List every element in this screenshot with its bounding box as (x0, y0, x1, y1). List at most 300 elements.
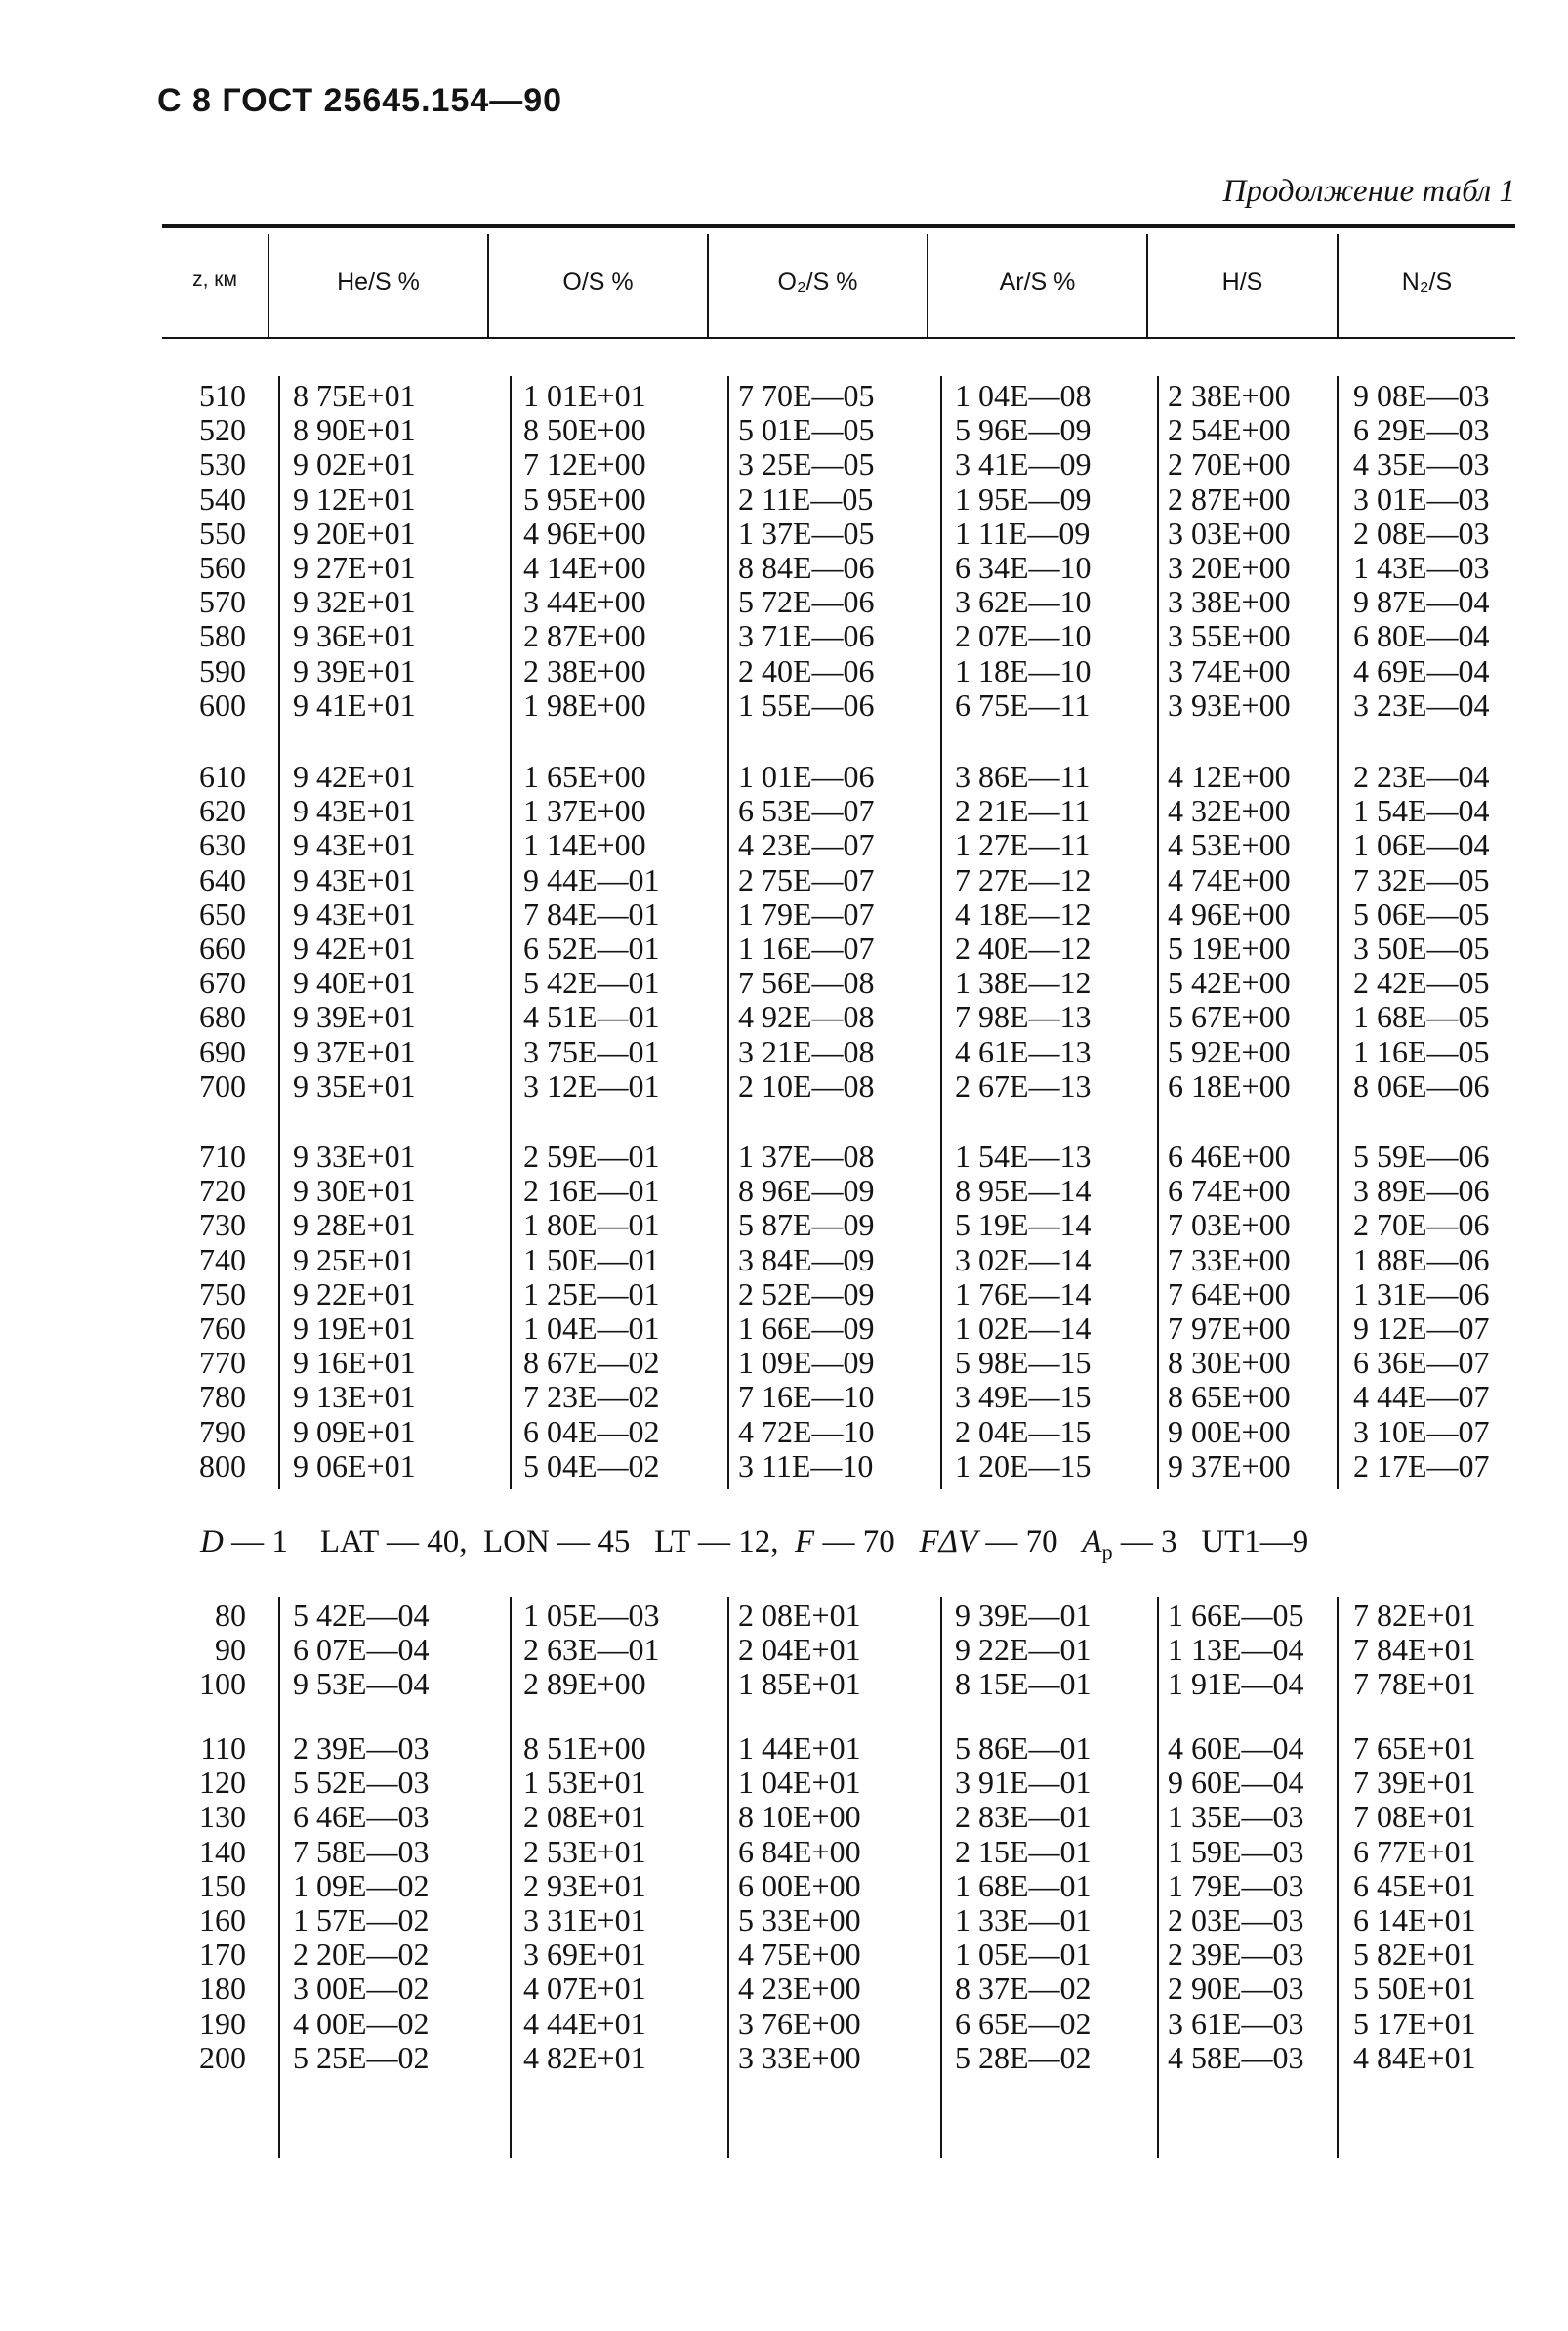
value-cell-o: 5 04E—02 (523, 1447, 660, 1483)
value-cell-he: 9 53E—04 (293, 1666, 430, 1702)
value-cell-h: 3 61E—03 (1168, 2005, 1304, 2041)
value-cell-o: 1 50E—01 (523, 1241, 660, 1277)
value-cell-o2: 3 33E+00 (738, 2039, 861, 2075)
value-cell-h: 9 00E+00 (1168, 1413, 1291, 1449)
value-cell-n2: 1 54E—04 (1353, 793, 1490, 829)
value-cell-o: 4 82E+01 (523, 2039, 646, 2075)
column-header-o2: O₂/S % (777, 269, 858, 296)
value-cell-n2: 4 69E—04 (1353, 652, 1490, 688)
value-cell-h: 3 55E+00 (1168, 618, 1291, 654)
value-cell-h: 3 38E+00 (1168, 584, 1291, 620)
value-cell-o: 2 08E+01 (523, 1799, 646, 1835)
value-cell-n2: 7 32E—05 (1353, 861, 1490, 897)
value-cell-o2: 1 37E—05 (738, 515, 875, 551)
value-cell-ar: 5 98E—15 (955, 1345, 1092, 1381)
column-header-he: He/S % (337, 269, 420, 296)
value-cell-n2: 1 31E—06 (1353, 1275, 1490, 1311)
value-cell-he: 9 39E+01 (293, 652, 416, 688)
altitude-cell: 790 (199, 1413, 246, 1449)
lt-value: LT — 12, (654, 1524, 779, 1560)
altitude-cell: 760 (199, 1311, 246, 1346)
value-cell-he: 1 09E—02 (293, 1867, 430, 1903)
value-cell-o: 6 04E—02 (523, 1413, 660, 1449)
value-cell-n2: 2 23E—04 (1353, 759, 1490, 794)
value-cell-ar: 1 33E—01 (955, 1902, 1092, 1937)
value-cell-o: 1 04E—01 (523, 1311, 660, 1346)
value-cell-ar: 1 76E—14 (955, 1275, 1092, 1311)
value-cell-h: 8 65E+00 (1168, 1379, 1291, 1415)
value-cell-n2: 3 89E—06 (1353, 1173, 1490, 1209)
column-header-ar: Ar/S % (999, 269, 1076, 296)
column-header-h: H/S (1221, 269, 1263, 296)
value-cell-o: 1 80E—01 (523, 1207, 660, 1243)
value-cell-ar: 3 62E—10 (955, 584, 1092, 620)
altitude-cell: 750 (199, 1275, 246, 1311)
value-cell-o: 4 14E+00 (523, 550, 646, 585)
column-divider (1157, 1597, 1159, 2158)
value-cell-he: 9 13E+01 (293, 1379, 416, 1415)
value-cell-n2: 6 77E+01 (1353, 1833, 1476, 1869)
value-cell-ar: 2 67E—13 (955, 1067, 1092, 1103)
value-cell-ar: 3 91E—01 (955, 1765, 1092, 1801)
ap-value: — 3 (1120, 1524, 1177, 1560)
value-cell-h: 4 60E—04 (1168, 1730, 1304, 1766)
value-cell-n2: 6 80E—04 (1353, 618, 1490, 654)
value-cell-ar: 1 04E—08 (955, 378, 1092, 413)
value-cell-o: 4 44E+01 (523, 2005, 646, 2041)
value-cell-h: 4 12E+00 (1168, 759, 1291, 794)
value-cell-he: 9 42E+01 (293, 931, 416, 966)
value-cell-he: 5 25E—02 (293, 2039, 430, 2075)
value-cell-h: 6 46E+00 (1168, 1139, 1291, 1174)
value-cell-o: 6 52E—01 (523, 931, 660, 966)
altitude-cell: 780 (199, 1379, 246, 1415)
value-cell-ar: 1 95E—09 (955, 480, 1092, 517)
value-cell-o2: 5 72E—06 (738, 584, 875, 620)
value-cell-he: 2 39E—03 (293, 1730, 430, 1766)
value-cell-n2: 1 88E—06 (1353, 1241, 1490, 1277)
value-cell-he: 7 58E—03 (293, 1833, 430, 1869)
value-cell-he: 6 07E—04 (293, 1632, 430, 1668)
value-cell-o2: 6 84E+00 (738, 1833, 861, 1869)
d-value: — 1 (231, 1524, 288, 1560)
value-cell-he: 9 39E+01 (293, 999, 416, 1035)
value-cell-ar: 1 05E—01 (955, 1936, 1092, 1973)
value-cell-h: 2 38E+00 (1168, 378, 1291, 413)
value-cell-o: 3 12E—01 (523, 1067, 660, 1103)
value-cell-h: 9 60E—04 (1168, 1765, 1304, 1801)
table-header-rule (162, 337, 1515, 339)
value-cell-ar: 4 61E—13 (955, 1033, 1092, 1069)
value-cell-o: 1 25E—01 (523, 1275, 660, 1311)
value-cell-n2: 1 68E—05 (1353, 999, 1490, 1035)
value-cell-he: 9 41E+01 (293, 687, 416, 723)
value-cell-o: 2 89E+00 (523, 1666, 646, 1702)
value-cell-h: 2 54E+00 (1168, 412, 1291, 448)
value-cell-he: 9 32E+01 (293, 584, 416, 620)
value-cell-h: 4 53E+00 (1168, 827, 1291, 863)
value-cell-n2: 6 29E—03 (1353, 412, 1490, 448)
value-cell-ar: 1 02E—14 (955, 1311, 1092, 1346)
value-cell-he: 2 20E—02 (293, 1936, 430, 1973)
value-cell-o2: 1 09E—09 (738, 1345, 875, 1381)
value-cell-he: 9 19E+01 (293, 1311, 416, 1346)
value-cell-o: 1 05E—03 (523, 1598, 660, 1633)
value-cell-o2: 2 75E—07 (738, 861, 875, 897)
value-cell-he: 9 25E+01 (293, 1241, 416, 1277)
column-divider (727, 376, 729, 1489)
altitude-cell: 130 (199, 1799, 246, 1835)
altitude-cell: 680 (199, 999, 246, 1035)
value-cell-ar: 2 21E—11 (955, 793, 1091, 829)
value-cell-o2: 6 00E+00 (738, 1867, 861, 1903)
column-divider (1337, 1597, 1339, 2158)
value-cell-h: 5 42E+00 (1168, 965, 1291, 1001)
value-cell-h: 3 03E+00 (1168, 515, 1291, 551)
column-divider (1337, 376, 1339, 1489)
value-cell-he: 9 43E+01 (293, 861, 416, 897)
value-cell-o: 2 63E—01 (523, 1632, 660, 1668)
value-cell-o2: 2 40E—06 (738, 652, 875, 688)
value-cell-he: 9 12E+01 (293, 480, 416, 517)
value-cell-n2: 5 06E—05 (1353, 895, 1490, 932)
altitude-cell: 170 (199, 1936, 246, 1973)
value-cell-he: 9 37E+01 (293, 1033, 416, 1069)
value-cell-h: 7 33E+00 (1168, 1241, 1291, 1277)
value-cell-o2: 4 23E+00 (738, 1971, 861, 2007)
value-cell-o2: 4 92E—08 (738, 999, 875, 1035)
altitude-cell: 110 (200, 1730, 246, 1766)
value-cell-o: 1 98E+00 (523, 687, 646, 723)
value-cell-o: 9 44E—01 (523, 861, 660, 897)
value-cell-he: 9 43E+01 (293, 895, 416, 932)
value-cell-n2: 9 12E—07 (1353, 1311, 1490, 1346)
value-cell-h: 1 66E—05 (1168, 1598, 1304, 1633)
value-cell-n2: 3 50E—05 (1353, 931, 1490, 966)
value-cell-o2: 7 16E—10 (738, 1379, 875, 1415)
value-cell-he: 9 30E+01 (293, 1173, 416, 1209)
value-cell-n2: 7 78E+01 (1353, 1666, 1476, 1702)
value-cell-o2: 4 72E—10 (738, 1413, 875, 1449)
altitude-cell: 540 (199, 480, 246, 517)
value-cell-o2: 3 76E+00 (738, 2005, 861, 2041)
value-cell-he: 9 33E+01 (293, 1139, 416, 1174)
value-cell-ar: 7 27E—12 (955, 861, 1092, 897)
value-cell-o: 3 69E+01 (523, 1936, 646, 1973)
altitude-cell: 80 (215, 1598, 246, 1633)
value-cell-ar: 1 20E—15 (955, 1447, 1092, 1483)
value-cell-h: 2 03E—03 (1168, 1902, 1304, 1937)
value-cell-n2: 3 23E—04 (1353, 687, 1490, 723)
value-cell-n2: 2 70E—06 (1353, 1207, 1490, 1243)
value-cell-n2: 6 14E+01 (1353, 1902, 1476, 1937)
table-caption: Продолжение табл 1 (1222, 174, 1515, 209)
value-cell-n2: 1 06E—04 (1353, 827, 1490, 863)
value-cell-h: 6 18E+00 (1168, 1067, 1291, 1103)
value-cell-o: 2 53E+01 (523, 1833, 646, 1869)
value-cell-o2: 6 53E—07 (738, 793, 875, 829)
value-cell-o2: 2 11E—05 (738, 480, 874, 517)
column-divider (278, 376, 280, 1489)
altitude-cell: 550 (199, 515, 246, 551)
value-cell-h: 1 13E—04 (1168, 1632, 1304, 1668)
value-cell-n2: 1 16E—05 (1353, 1033, 1490, 1069)
value-cell-o: 4 96E+00 (523, 515, 646, 551)
value-cell-h: 2 90E—03 (1168, 1971, 1304, 2007)
value-cell-ar: 1 38E—12 (955, 965, 1092, 1001)
altitude-cell: 140 (199, 1833, 246, 1869)
value-cell-h: 4 96E+00 (1168, 895, 1291, 932)
value-cell-o2: 1 04E+01 (738, 1765, 861, 1801)
value-cell-ar: 2 40E—12 (955, 931, 1092, 966)
value-cell-ar: 3 49E—15 (955, 1379, 1092, 1415)
value-cell-ar: 3 02E—14 (955, 1241, 1092, 1277)
value-cell-o: 7 84E—01 (523, 895, 660, 932)
altitude-cell: 630 (199, 827, 246, 863)
lat-value: LAT — 40, (319, 1524, 468, 1560)
value-cell-h: 5 19E+00 (1168, 931, 1291, 966)
value-cell-ar: 9 22E—01 (955, 1632, 1092, 1668)
value-cell-o2: 1 55E—06 (738, 687, 875, 723)
value-cell-he: 9 28E+01 (293, 1207, 416, 1243)
value-cell-h: 1 79E—03 (1168, 1867, 1304, 1903)
value-cell-he: 9 40E+01 (293, 965, 416, 1001)
value-cell-n2: 9 08E—03 (1353, 378, 1490, 413)
value-cell-o2: 3 21E—08 (738, 1033, 875, 1069)
value-cell-o: 8 67E—02 (523, 1345, 660, 1381)
column-divider (727, 1597, 729, 2158)
value-cell-he: 9 27E+01 (293, 550, 416, 585)
value-cell-he: 9 43E+01 (293, 793, 416, 829)
altitude-cell: 100 (199, 1666, 246, 1702)
altitude-cell: 600 (199, 687, 246, 723)
value-cell-n2: 7 84E+01 (1353, 1632, 1476, 1668)
value-cell-o: 1 14E+00 (523, 827, 646, 863)
value-cell-he: 9 42E+01 (293, 759, 416, 794)
value-cell-ar: 7 98E—13 (955, 999, 1092, 1035)
value-cell-o2: 7 56E—08 (738, 965, 875, 1001)
value-cell-o2: 3 71E—06 (738, 618, 875, 654)
value-cell-ar: 1 27E—11 (955, 827, 1091, 863)
altitude-cell: 190 (199, 2005, 246, 2041)
value-cell-he: 5 42E—04 (293, 1598, 430, 1633)
value-cell-h: 1 35E—03 (1168, 1799, 1304, 1835)
value-cell-o2: 7 70E—05 (738, 378, 875, 413)
value-cell-o2: 8 84E—06 (738, 550, 875, 585)
table-top-rule (162, 224, 1515, 228)
value-cell-o2: 2 08E+01 (738, 1598, 861, 1633)
value-cell-o2: 5 33E+00 (738, 1902, 861, 1937)
value-cell-ar: 8 37E—02 (955, 1971, 1092, 2007)
value-cell-he: 9 09E+01 (293, 1413, 416, 1449)
altitude-cell: 700 (199, 1067, 246, 1103)
value-cell-h: 8 30E+00 (1168, 1345, 1291, 1381)
d-label: D (200, 1524, 224, 1560)
lon-value: LON — 45 (483, 1524, 631, 1560)
value-cell-o2: 1 01E—06 (738, 759, 875, 794)
column-divider (510, 1597, 512, 2158)
altitude-cell: 120 (199, 1765, 246, 1801)
value-cell-ar: 1 68E—01 (955, 1867, 1092, 1903)
value-cell-o: 7 12E+00 (523, 446, 646, 482)
value-cell-ar: 9 39E—01 (955, 1598, 1092, 1633)
value-cell-o: 5 42E—01 (523, 965, 660, 1001)
value-cell-he: 6 46E—03 (293, 1799, 430, 1835)
value-cell-n2: 2 17E—07 (1353, 1447, 1490, 1483)
value-cell-h: 2 87E+00 (1168, 480, 1291, 517)
conditions-line (200, 1524, 1308, 1565)
value-cell-h: 5 67E+00 (1168, 999, 1291, 1035)
value-cell-n2: 2 42E—05 (1353, 965, 1490, 1001)
value-cell-he: 9 43E+01 (293, 827, 416, 863)
value-cell-o: 2 93E+01 (523, 1867, 646, 1903)
value-cell-o2: 1 44E+01 (738, 1730, 861, 1766)
altitude-cell: 690 (199, 1033, 246, 1069)
altitude-cell: 180 (199, 1971, 246, 2007)
value-cell-he: 5 52E—03 (293, 1765, 430, 1801)
value-cell-ar: 2 83E—01 (955, 1799, 1092, 1835)
value-cell-ar: 5 19E—14 (955, 1207, 1092, 1243)
column-header-z: z, км (192, 269, 237, 291)
value-cell-o: 7 23E—02 (523, 1379, 660, 1415)
value-cell-h: 1 91E—04 (1168, 1666, 1304, 1702)
value-cell-ar: 2 15E—01 (955, 1833, 1092, 1869)
value-cell-h: 3 74E+00 (1168, 652, 1291, 688)
value-cell-o2: 1 66E—09 (738, 1311, 875, 1346)
value-cell-o: 1 65E+00 (523, 759, 646, 794)
value-cell-o2: 8 10E+00 (738, 1799, 861, 1835)
value-cell-h: 3 93E+00 (1168, 687, 1291, 723)
value-cell-ar: 6 75E—11 (955, 687, 1091, 723)
value-cell-n2: 6 45E+01 (1353, 1867, 1476, 1903)
value-cell-o2: 1 85E+01 (738, 1666, 861, 1702)
value-cell-ar: 1 11E—09 (955, 515, 1091, 551)
altitude-cell: 800 (199, 1447, 246, 1483)
value-cell-o: 2 38E+00 (523, 652, 646, 688)
value-cell-he: 9 20E+01 (293, 515, 416, 551)
value-cell-o2: 4 75E+00 (738, 1936, 861, 1973)
value-cell-he: 3 00E—02 (293, 1971, 430, 2007)
value-cell-o2: 2 04E+01 (738, 1632, 861, 1668)
value-cell-o: 3 31E+01 (523, 1902, 646, 1937)
altitude-cell: 640 (199, 861, 246, 897)
value-cell-ar: 2 04E—15 (955, 1413, 1092, 1449)
value-cell-o2: 2 10E—08 (738, 1067, 875, 1103)
value-cell-ar: 5 86E—01 (955, 1730, 1092, 1766)
column-header-o: O/S % (562, 269, 634, 296)
value-cell-o: 3 44E+00 (523, 584, 646, 620)
altitude-cell: 740 (199, 1241, 246, 1277)
value-cell-ar: 8 95E—14 (955, 1173, 1092, 1209)
fav-value: — 70 (985, 1524, 1058, 1560)
value-cell-he: 9 22E+01 (293, 1275, 416, 1311)
value-cell-o: 2 16E—01 (523, 1173, 660, 1209)
altitude-cell: 730 (199, 1207, 246, 1243)
value-cell-h: 6 74E+00 (1168, 1173, 1291, 1209)
altitude-cell: 200 (199, 2039, 246, 2075)
value-cell-h: 7 64E+00 (1168, 1275, 1291, 1311)
value-cell-o: 5 95E+00 (523, 480, 646, 517)
altitude-cell: 560 (199, 550, 246, 585)
value-cell-n2: 5 17E+01 (1353, 2005, 1476, 2041)
value-cell-h: 4 58E—03 (1168, 2039, 1304, 2075)
value-cell-o2: 2 52E—09 (738, 1275, 875, 1311)
value-cell-ar: 6 34E—10 (955, 550, 1092, 585)
fav-label: FΔV (919, 1524, 978, 1560)
value-cell-ar: 6 65E—02 (955, 2005, 1092, 2041)
value-cell-n2: 4 44E—07 (1353, 1379, 1490, 1415)
value-cell-ar: 2 07E—10 (955, 618, 1092, 654)
value-cell-o2: 4 23E—07 (738, 827, 875, 863)
value-cell-n2: 2 08E—03 (1353, 515, 1490, 551)
value-cell-o2: 1 37E—08 (738, 1139, 875, 1174)
value-cell-o: 8 50E+00 (523, 412, 646, 448)
altitude-cell: 610 (199, 759, 246, 794)
value-cell-o2: 1 16E—07 (738, 931, 875, 966)
value-cell-h: 4 74E+00 (1168, 861, 1291, 897)
altitude-cell: 90 (215, 1632, 246, 1668)
altitude-cell: 720 (199, 1173, 246, 1209)
value-cell-ar: 4 18E—12 (955, 895, 1092, 932)
column-header-n2: N₂/S (1401, 269, 1453, 296)
altitude-cell: 160 (199, 1902, 246, 1937)
value-cell-n2: 3 01E—03 (1353, 480, 1490, 517)
value-cell-ar: 8 15E—01 (955, 1666, 1092, 1702)
altitude-cell: 670 (199, 965, 246, 1001)
value-cell-h: 7 97E+00 (1168, 1311, 1291, 1346)
value-cell-o: 4 51E—01 (523, 999, 660, 1035)
column-divider (940, 1597, 942, 2158)
value-cell-ar: 5 28E—02 (955, 2039, 1092, 2075)
altitude-cell: 150 (199, 1867, 246, 1903)
value-cell-n2: 3 10E—07 (1353, 1413, 1490, 1449)
altitude-cell: 580 (199, 618, 246, 654)
value-cell-n2: 5 82E+01 (1353, 1936, 1476, 1973)
value-cell-h: 4 32E+00 (1168, 793, 1291, 829)
value-cell-n2: 1 43E—03 (1353, 550, 1490, 585)
value-cell-he: 9 02E+01 (293, 446, 416, 482)
value-cell-n2: 7 82E+01 (1353, 1598, 1476, 1633)
value-cell-o: 1 37E+00 (523, 793, 646, 829)
value-cell-n2: 9 87E—04 (1353, 584, 1490, 620)
value-cell-h: 3 20E+00 (1168, 550, 1291, 585)
value-cell-he: 8 90E+01 (293, 412, 416, 448)
ap-label: A (1082, 1524, 1102, 1560)
value-cell-n2: 5 59E—06 (1353, 1139, 1490, 1174)
altitude-cell: 510 (199, 378, 246, 413)
column-divider (278, 1597, 280, 2158)
f-label: F (795, 1524, 815, 1560)
value-cell-h: 2 70E+00 (1168, 446, 1291, 482)
value-cell-o2: 3 11E—10 (738, 1447, 874, 1483)
altitude-cell: 660 (199, 931, 246, 966)
value-cell-h: 9 37E+00 (1168, 1447, 1291, 1483)
value-cell-o: 3 75E—01 (523, 1033, 660, 1069)
value-cell-n2: 4 84E+01 (1353, 2039, 1476, 2075)
value-cell-n2: 6 36E—07 (1353, 1345, 1490, 1381)
altitude-cell: 710 (199, 1139, 246, 1174)
value-cell-o: 2 59E—01 (523, 1139, 660, 1174)
value-cell-o: 4 07E+01 (523, 1971, 646, 2007)
f-value: — 70 (822, 1524, 895, 1560)
value-cell-he: 9 36E+01 (293, 618, 416, 654)
ut-value: UT1—9 (1201, 1524, 1309, 1560)
altitude-cell: 570 (199, 584, 246, 620)
value-cell-he: 9 35E+01 (293, 1067, 416, 1103)
value-cell-n2: 8 06E—06 (1353, 1067, 1490, 1103)
value-cell-he: 9 16E+01 (293, 1345, 416, 1381)
column-divider (1157, 376, 1159, 1489)
